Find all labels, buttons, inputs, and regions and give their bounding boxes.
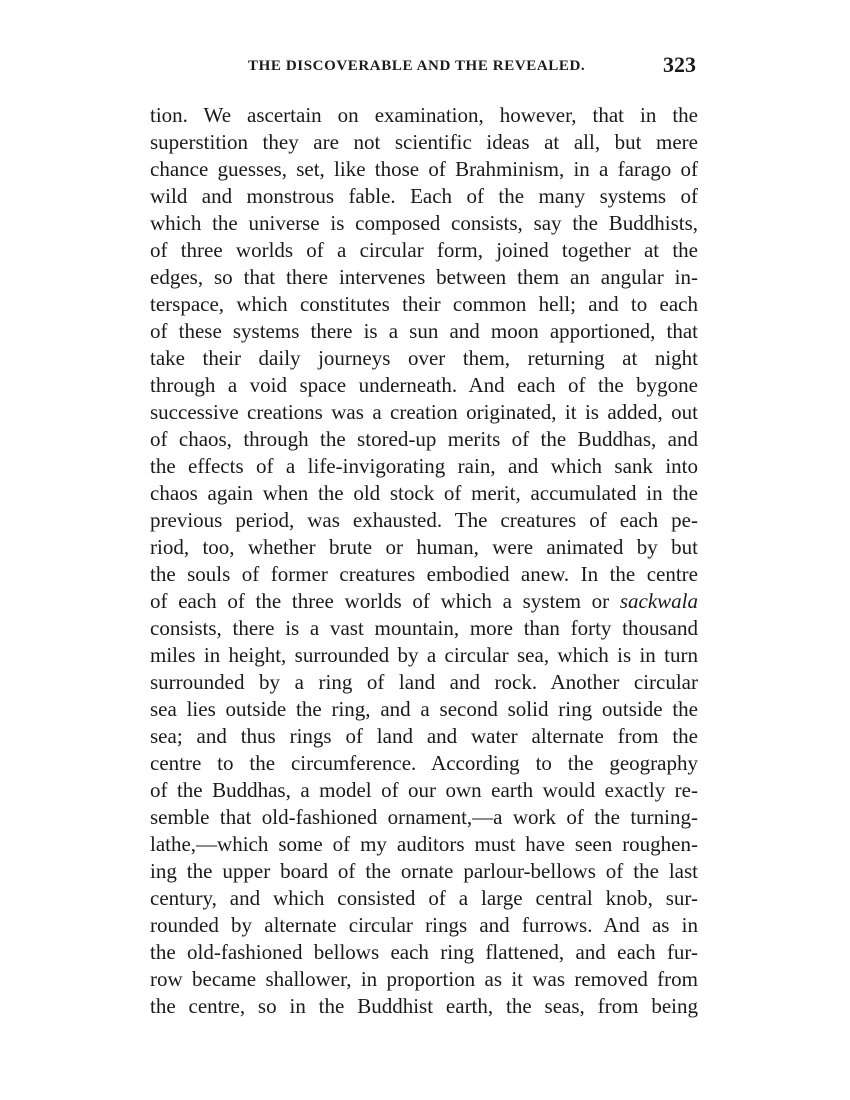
text-line-with-italic [150,588,698,615]
text-line: tion. We ascertain on examination, however, that in the [150,103,698,127]
text-line: the centre, so in the Buddhist earth, the seas, from being [150,994,698,1018]
text-line: consists, there is a vast mountain, more than forty thousand [150,616,698,640]
text-line: successive creations was a creation originated, it is added, out [150,400,698,424]
text-line: centre to the circumference. According to the geography [150,751,698,775]
text-line: the souls of former creatures embodied anew. In the centre [150,562,698,586]
text-line: previous period, was exhausted. The creatures of each pe- [150,508,698,532]
text-line: edges, so that there intervenes between them an angular in- [150,265,698,289]
text-line: chance guesses, set, like those of Brahminism, in a farago of [150,157,698,181]
text-line: sea; and thus rings of land and water alternate from the [150,724,698,748]
text-line: take their daily journeys over them, returning at night [150,346,698,370]
text-line: through a void space underneath. And each of the bygone [150,373,698,397]
text-line: the old-fashioned bellows each ring flattened, and each fur- [150,940,698,964]
text-line: surrounded by a ring of land and rock. Another circular [150,670,698,694]
text-line: riod, too, whether brute or human, were animated by but [150,535,698,559]
text-line: chaos again when the old stock of merit, accumulated in the [150,481,698,505]
text-line: row became shallower, in proportion as it was removed from [150,967,698,991]
text-line: wild and monstrous fable. Each of the many systems of [150,184,698,208]
text-line-prefix: of each of the three worlds of which a system or [150,589,620,613]
text-line: miles in height, surrounded by a circular sea, which is in turn [150,643,698,667]
text-line: of chaos, through the stored-up merits of the Buddhas, and [150,427,698,451]
text-line: rounded by alternate circular rings and furrows. And as in [150,913,698,937]
text-line: terspace, which constitutes their common hell; and to each [150,292,698,316]
text-line: which the universe is composed consists, say the Buddhists, [150,211,698,235]
text-line: lathe,—which some of my auditors must have seen roughen- [150,832,698,856]
text-line: superstition they are not scientific ideas at all, but mere [150,130,698,154]
text-line: semble that old-fashioned ornament,—a work of the turning- [150,805,698,829]
running-head [150,52,698,82]
running-title: THE DISCOVERABLE AND THE REVEALED. [248,58,586,74]
page-number: 323 [663,52,696,77]
text-line: of these systems there is a sun and moon apportioned, that [150,319,698,343]
italic-term: sackwala [619,589,698,613]
text-line: of the Buddhas, a model of our own earth would exactly re- [150,778,698,802]
text-line: century, and which consisted of a large central knob, sur- [150,886,698,910]
body-text [150,102,698,1020]
text-line: sea lies outside the ring, and a second solid ring outside the [150,697,698,721]
text-line: of three worlds of a circular form, joined together at the [150,238,698,262]
text-line: the effects of a life-invigorating rain, and which sank into [150,454,698,478]
text-line: ing the upper board of the ornate parlour-bellows of the last [150,859,698,883]
